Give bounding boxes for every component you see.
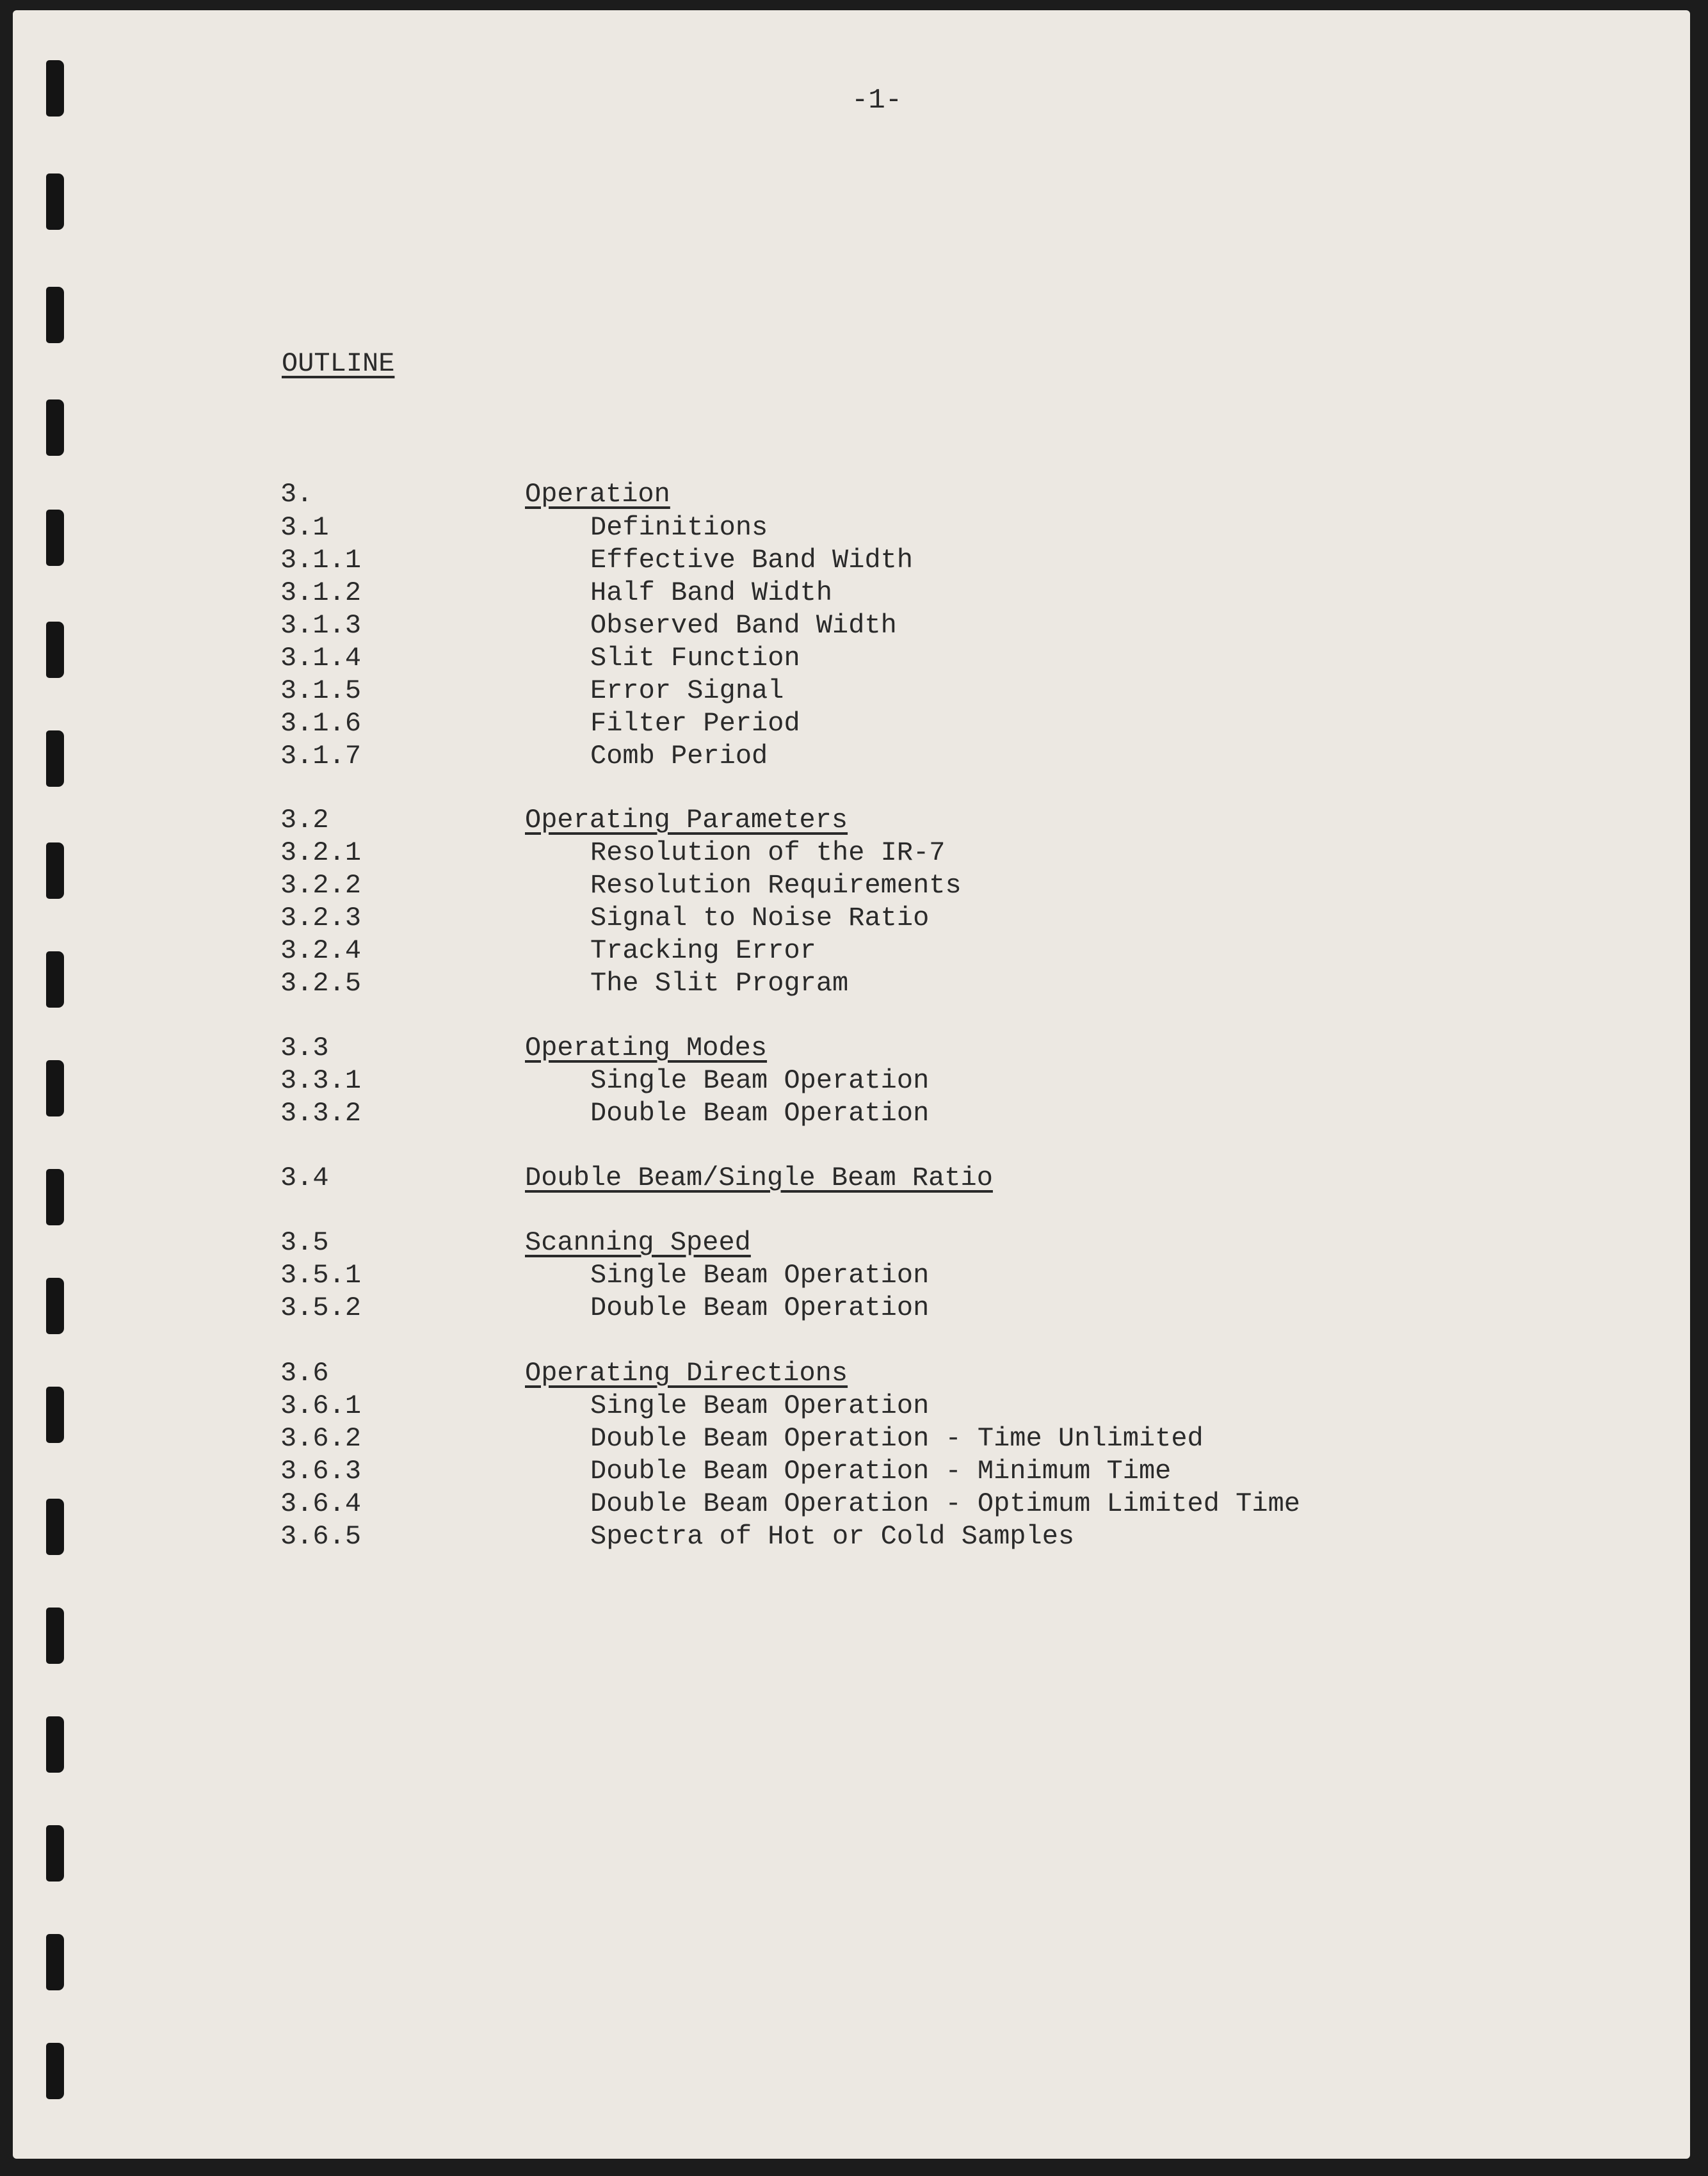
outline-entry — [0, 643, 1536, 676]
section-number: 3.1.6 — [280, 708, 362, 739]
outline-entry — [0, 610, 1536, 643]
section-number: 3.2.2 — [280, 870, 362, 901]
outline-entry — [0, 837, 1536, 871]
section-number: 3.6.3 — [280, 1456, 362, 1487]
section-title: Resolution Requirements — [590, 870, 962, 901]
section-number: 3.1.5 — [280, 675, 362, 706]
section-number: 3.1.1 — [280, 545, 362, 576]
section-number: 3.5 — [280, 1227, 329, 1258]
section-number: 3.5.1 — [280, 1260, 362, 1291]
outline-entry — [0, 1423, 1536, 1456]
outline-entry — [0, 870, 1536, 903]
section-title: Definitions — [590, 512, 768, 543]
outline-entry — [0, 1358, 1536, 1391]
section-number: 3.2 — [280, 805, 329, 835]
page-number: -1- — [851, 85, 903, 117]
section-title: Tracking Error — [590, 935, 816, 966]
outline-entry — [0, 1390, 1536, 1424]
outline-heading: OUTLINE — [282, 348, 395, 379]
section-title: Double Beam Operation - Time Unlimited — [590, 1423, 1204, 1454]
section-number: 3.6 — [280, 1358, 329, 1389]
section-number: 3.1 — [280, 512, 329, 543]
section-title: Observed Band Width — [590, 610, 897, 641]
section-title: Double Beam/Single Beam Ratio — [525, 1163, 993, 1193]
outline-entry — [0, 1065, 1536, 1099]
section-number: 3.1.3 — [280, 610, 362, 641]
section-number: 3.2.5 — [280, 968, 362, 999]
outline-entry — [0, 1488, 1536, 1522]
section-title: Scanning Speed — [525, 1227, 751, 1258]
section-number: 3.3.2 — [280, 1098, 362, 1129]
outline-entry — [0, 805, 1536, 838]
section-title: Double Beam Operation - Minimum Time — [590, 1456, 1172, 1487]
section-number: 3.6.1 — [280, 1390, 362, 1421]
outline-entry — [0, 968, 1536, 1001]
section-number: 3.1.4 — [280, 643, 362, 673]
section-title: Operating Directions — [525, 1358, 848, 1389]
outline-entry — [0, 1033, 1536, 1066]
section-title: Slit Function — [590, 643, 800, 673]
outline-entry — [0, 1227, 1536, 1261]
section-number: 3.1.7 — [280, 741, 362, 771]
section-number: 3.3.1 — [280, 1065, 362, 1096]
section-number: 3.5.2 — [280, 1293, 362, 1323]
section-title: Half Band Width — [590, 577, 833, 608]
section-title: Operation — [525, 479, 670, 510]
outline-entry — [0, 1163, 1536, 1196]
section-title: Double Beam Operation - Optimum Limited Time — [590, 1488, 1300, 1519]
section-title: Double Beam Operation — [590, 1098, 930, 1129]
section-number: 3.2.1 — [280, 837, 362, 868]
section-number: 3.6.4 — [280, 1488, 362, 1519]
section-title: Single Beam Operation — [590, 1065, 930, 1096]
section-title: Comb Period — [590, 741, 768, 771]
outline-entry — [0, 545, 1536, 578]
section-title: Single Beam Operation — [590, 1390, 930, 1421]
outline-entry — [0, 512, 1536, 545]
section-number: 3.4 — [280, 1163, 329, 1193]
section-title: Effective Band Width — [590, 545, 914, 576]
section-title: Spectra of Hot or Cold Samples — [590, 1521, 1075, 1552]
outline-entry — [0, 741, 1536, 774]
outline-entry — [0, 708, 1536, 741]
section-title: Error Signal — [590, 675, 784, 706]
outline-entry — [0, 1521, 1536, 1554]
outline-entry — [0, 1456, 1536, 1489]
section-number: 3.6.2 — [280, 1423, 362, 1454]
outline-entry — [0, 1293, 1536, 1326]
section-number: 3.2.4 — [280, 935, 362, 966]
section-number: 3.1.2 — [280, 577, 362, 608]
outline-entry — [0, 479, 1536, 512]
section-title: Resolution of the IR-7 — [590, 837, 946, 868]
section-title: Signal to Noise Ratio — [590, 903, 930, 933]
section-number: 3.2.3 — [280, 903, 362, 933]
section-title: The Slit Program — [590, 968, 849, 999]
outline-entry — [0, 903, 1536, 936]
section-title: Filter Period — [590, 708, 800, 739]
section-title: Single Beam Operation — [590, 1260, 930, 1291]
section-number: 3.3 — [280, 1033, 329, 1063]
outline-entry — [0, 1260, 1536, 1293]
section-title: Operating Modes — [525, 1033, 768, 1063]
outline-entry — [0, 1098, 1536, 1131]
outline-entry — [0, 675, 1536, 709]
outline-entry — [0, 935, 1536, 969]
section-number: 3. — [280, 479, 313, 510]
section-title: Double Beam Operation — [590, 1293, 930, 1323]
section-title: Operating Parameters — [525, 805, 848, 835]
outline-entry — [0, 577, 1536, 611]
section-number: 3.6.5 — [280, 1521, 362, 1552]
